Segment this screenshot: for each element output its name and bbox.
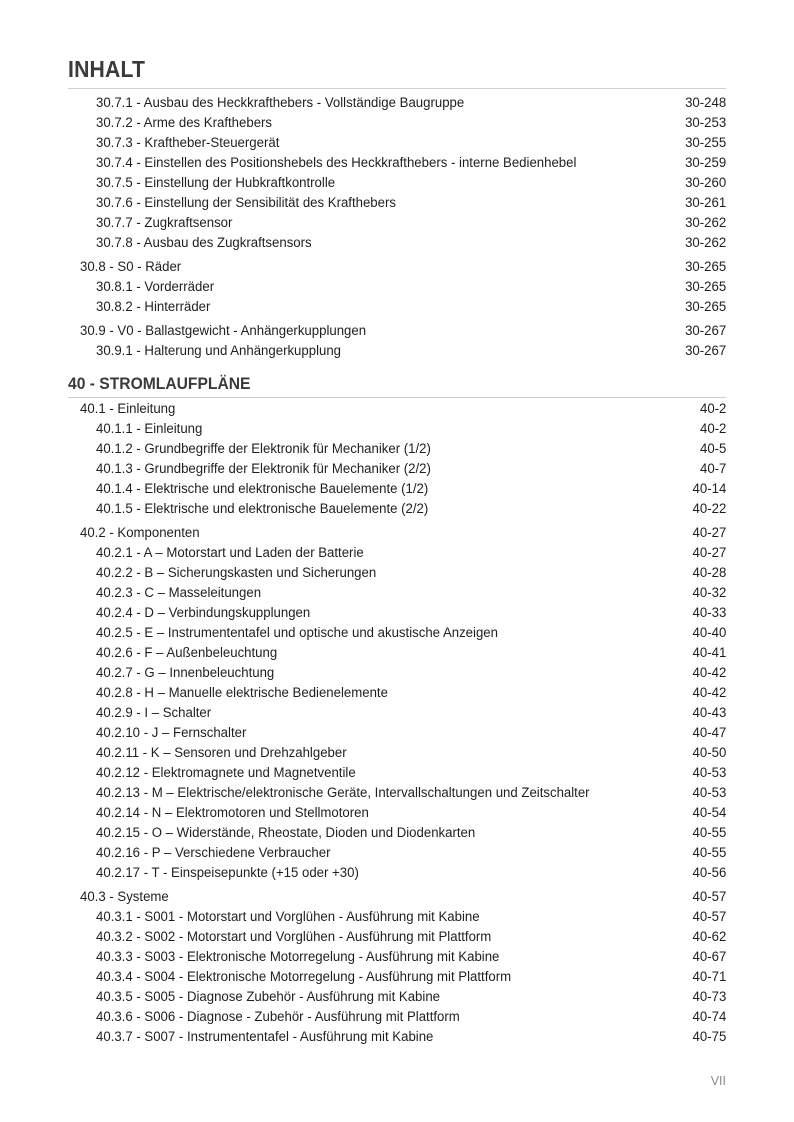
- toc-entry-label: 40.2.2 - B – Sicherungskasten und Sicherungen: [96, 565, 377, 581]
- toc-section-40-3[interactable]: [0, 887, 794, 907]
- toc-entry-page: 40-55: [692, 845, 726, 861]
- toc-entry[interactable]: [0, 277, 794, 297]
- toc-entry-label: 40.2.4 - D – Verbindungskupplungen: [96, 605, 311, 621]
- toc-entry-label: 40.2.3 - C – Masseleitungen: [96, 585, 262, 601]
- toc-entry-page: 40-55: [692, 825, 726, 841]
- toc-entry-label: 40.2.14 - N – Elektromotoren und Stellmotoren: [96, 805, 369, 821]
- page-number: VII: [710, 1074, 726, 1088]
- toc-entry[interactable]: [0, 947, 794, 967]
- toc-entry-page: 40-57: [692, 909, 726, 925]
- toc-entry[interactable]: [0, 603, 794, 623]
- toc-entry[interactable]: [0, 173, 794, 193]
- toc-entry[interactable]: [0, 927, 794, 947]
- toc-entry-page: 40-71: [692, 969, 726, 985]
- toc-entry-page: 40-32: [692, 585, 726, 601]
- title-divider: [68, 88, 726, 89]
- toc-entry-label: 40.2.5 - E – Instrumententafel und optische und akustische Anzeigen: [96, 625, 498, 641]
- toc-entry-label: 30.8.1 - Vorderräder: [96, 279, 215, 295]
- toc-entry[interactable]: [0, 907, 794, 927]
- toc-entry-page: 40-56: [692, 865, 726, 881]
- toc-entry-label: 30.8.2 - Hinterräder: [96, 299, 211, 315]
- chapter-title: 40 - STROMLAUFPLÄNE: [68, 374, 251, 393]
- toc-entry-page: 40-73: [692, 989, 726, 1005]
- toc-entry-label: 40.2.10 - J – Fernschalter: [96, 725, 247, 741]
- toc-entry[interactable]: [0, 133, 794, 153]
- toc-entry-label: 40.3.5 - S005 - Diagnose Zubehör - Ausführung mit Kabine: [96, 989, 440, 1005]
- toc-entry[interactable]: [0, 743, 794, 763]
- toc-entry-label: 40.2.16 - P – Verschiedene Verbraucher: [96, 845, 331, 861]
- toc-entry[interactable]: [0, 419, 794, 439]
- toc-entry-page: 40-5: [699, 441, 726, 457]
- toc-entry[interactable]: [0, 341, 794, 361]
- toc-entry-label: 40.2.13 - M – Elektrische/elektronische Geräte, Intervallschaltungen und Zeitschalter: [96, 785, 590, 801]
- toc-entry-page: 40-43: [692, 705, 726, 721]
- toc-entry-page: 30-260: [684, 175, 726, 191]
- toc-entry[interactable]: [0, 499, 794, 519]
- toc-entry-label: 40.2.15 - O – Widerstände, Rheostate, Dioden und Diodenkarten: [96, 825, 476, 841]
- toc-entry-page: 40-27: [692, 545, 726, 561]
- toc-section-page: 40-27: [692, 525, 726, 541]
- toc-section-label: 40.3 - Systeme: [80, 889, 169, 905]
- toc-entry-label: 40.3.6 - S006 - Diagnose - Zubehör - Ausführung mit Plattform: [96, 1009, 460, 1025]
- toc-entry[interactable]: [0, 763, 794, 783]
- toc-entry-label: 30.7.7 - Zugkraftsensor: [96, 215, 233, 231]
- toc-entry[interactable]: [0, 663, 794, 683]
- toc-entry-page: 30-253: [684, 115, 726, 131]
- toc-entry[interactable]: [0, 439, 794, 459]
- toc-entry[interactable]: [0, 233, 794, 253]
- toc-entry-label: 40.3.1 - S001 - Motorstart und Vorglühen - Ausführung mit Kabine: [96, 909, 480, 925]
- toc-entry[interactable]: [0, 703, 794, 723]
- toc-entry-page: 30-267: [684, 343, 726, 359]
- toc-entry-page: 40-7: [699, 461, 726, 477]
- toc-entry-label: 40.2.11 - K – Sensoren und Drehzahlgeber: [96, 745, 347, 761]
- toc-entry-page: 40-54: [692, 805, 726, 821]
- toc-entry[interactable]: [0, 723, 794, 743]
- toc-entry-label: 40.3.7 - S007 - Instrumententafel - Ausführung mit Kabine: [96, 1029, 434, 1045]
- toc-entry-page: 30-261: [684, 195, 726, 211]
- toc-entry-page: 40-40: [692, 625, 726, 641]
- toc-section-page: 40-2: [699, 401, 726, 417]
- toc-entry[interactable]: [0, 967, 794, 987]
- toc-entry-page: 40-42: [692, 685, 726, 701]
- page-title: INHALT: [68, 56, 146, 82]
- toc-entry[interactable]: [0, 193, 794, 213]
- toc-entry[interactable]: [0, 1007, 794, 1027]
- toc-entry-label: 30.7.2 - Arme des Krafthebers: [96, 115, 273, 131]
- toc-section-page: 30-267: [684, 323, 726, 339]
- toc-section-40-2[interactable]: [0, 523, 794, 543]
- toc-entry[interactable]: [0, 459, 794, 479]
- toc-entry-page: 40-75: [692, 1029, 726, 1045]
- toc-entry-label: 40.1.5 - Elektrische und elektronische Bauelemente (2/2): [96, 501, 429, 517]
- toc-entry-label: 40.2.7 - G – Innenbeleuchtung: [96, 665, 275, 681]
- toc-entry-page: 40-50: [692, 745, 726, 761]
- toc-entry-label: 40.2.1 - A – Motorstart und Laden der Batterie: [96, 545, 364, 561]
- toc-entry[interactable]: [0, 987, 794, 1007]
- table-of-contents: [0, 93, 794, 1047]
- toc-entry-page: 30-259: [684, 155, 726, 171]
- chapter-divider: [68, 397, 726, 398]
- toc-entry[interactable]: [0, 783, 794, 803]
- toc-entry[interactable]: [0, 297, 794, 317]
- toc-entry-label: 30.7.3 - Kraftheber-Steuergerät: [96, 135, 280, 151]
- toc-entry-label: 40.3.2 - S002 - Motorstart und Vorglühen - Ausführung mit Plattform: [96, 929, 492, 945]
- toc-entry-page: 40-47: [692, 725, 726, 741]
- toc-entry-page: 30-255: [684, 135, 726, 151]
- toc-entry[interactable]: [0, 213, 794, 233]
- toc-section-30-9[interactable]: [0, 321, 794, 341]
- toc-entry-label: 40.1.1 - Einleitung: [96, 421, 203, 437]
- toc-entry-label: 30.7.8 - Ausbau des Zugkraftsensors: [96, 235, 312, 251]
- toc-section-40-1[interactable]: [0, 399, 794, 419]
- toc-entry[interactable]: [0, 843, 794, 863]
- toc-entry-label: 30.7.6 - Einstellung der Sensibilität des Krafthebers: [96, 195, 396, 211]
- toc-entry-label: 40.3.4 - S004 - Elektronische Motorregelung - Ausführung mit Plattform: [96, 969, 512, 985]
- toc-entry[interactable]: [0, 113, 794, 133]
- toc-entry-label: 40.2.9 - I – Schalter: [96, 705, 212, 721]
- toc-entry[interactable]: [0, 479, 794, 499]
- toc-entry-page: 40-74: [692, 1009, 726, 1025]
- toc-entry[interactable]: [0, 683, 794, 703]
- toc-section-page: 40-57: [692, 889, 726, 905]
- toc-entry-label: 40.2.17 - T - Einspeisepunkte (+15 oder +30): [96, 865, 359, 881]
- toc-entry-label: 40.1.3 - Grundbegriffe der Elektronik für Mechaniker (2/2): [96, 461, 431, 477]
- toc-entry[interactable]: [0, 643, 794, 663]
- toc-group-30-7: [0, 93, 794, 253]
- toc-entry-label: 30.7.1 - Ausbau des Heckkrafthebers - Vollständige Baugruppe: [96, 95, 465, 111]
- toc-entry-page: 40-28: [692, 565, 726, 581]
- toc-entry-page: 40-2: [699, 421, 726, 437]
- toc-entry-label: 40.1.4 - Elektrische und elektronische Bauelemente (1/2): [96, 481, 429, 497]
- toc-section-label: 30.8 - S0 - Räder: [80, 259, 182, 275]
- toc-entry[interactable]: [0, 823, 794, 843]
- toc-section-label: 30.9 - V0 - Ballastgewicht - Anhängerkupplungen: [80, 323, 367, 339]
- toc-entry[interactable]: [0, 563, 794, 583]
- toc-entry-label: 40.2.12 - Elektromagnete und Magnetventile: [96, 765, 356, 781]
- toc-entry-label: 30.9.1 - Halterung und Anhängerkupplung: [96, 343, 342, 359]
- toc-entry-label: 30.7.4 - Einstellen des Positionshebels des Heckkrafthebers - interne Bedienhebel: [96, 155, 577, 171]
- toc-entry-page: 30-265: [684, 279, 726, 295]
- toc-entry-label: 40.1.2 - Grundbegriffe der Elektronik für Mechaniker (1/2): [96, 441, 431, 457]
- chapter-heading-40[interactable]: [0, 371, 794, 397]
- toc-section-label: 40.1 - Einleitung: [80, 401, 176, 417]
- toc-entry-page: 40-42: [692, 665, 726, 681]
- toc-entry-page: 40-33: [692, 605, 726, 621]
- toc-entry[interactable]: [0, 583, 794, 603]
- toc-entry-page: 40-41: [692, 645, 726, 661]
- toc-entry[interactable]: [0, 93, 794, 113]
- toc-entry-page: 40-62: [692, 929, 726, 945]
- toc-entry-label: 30.7.5 - Einstellung der Hubkraftkontrolle: [96, 175, 336, 191]
- toc-entry[interactable]: [0, 543, 794, 563]
- toc-entry[interactable]: [0, 1027, 794, 1047]
- toc-section-label: 40.2 - Komponenten: [80, 525, 200, 541]
- toc-entry-page: 30-262: [684, 235, 726, 251]
- toc-entry-page: 30-262: [684, 215, 726, 231]
- toc-section-page: 30-265: [684, 259, 726, 275]
- toc-entry-label: 40.2.8 - H – Manuelle elektrische Bedienelemente: [96, 685, 388, 701]
- toc-entry-page: 30-265: [684, 299, 726, 315]
- toc-entry[interactable]: [0, 623, 794, 643]
- toc-entry[interactable]: [0, 153, 794, 173]
- toc-entry[interactable]: [0, 803, 794, 823]
- toc-entry-label: 40.3.3 - S003 - Elektronische Motorregelung - Ausführung mit Kabine: [96, 949, 500, 965]
- toc-entry-page: 40-53: [692, 785, 726, 801]
- toc-entry-page: 30-248: [684, 95, 726, 111]
- toc-entry-page: 40-53: [692, 765, 726, 781]
- toc-entry-page: 40-22: [692, 501, 726, 517]
- toc-entry-page: 40-14: [692, 481, 726, 497]
- toc-entry-label: 40.2.6 - F – Außenbeleuchtung: [96, 645, 278, 661]
- toc-entry[interactable]: [0, 863, 794, 883]
- toc-section-30-8[interactable]: [0, 257, 794, 277]
- toc-entry-page: 40-67: [692, 949, 726, 965]
